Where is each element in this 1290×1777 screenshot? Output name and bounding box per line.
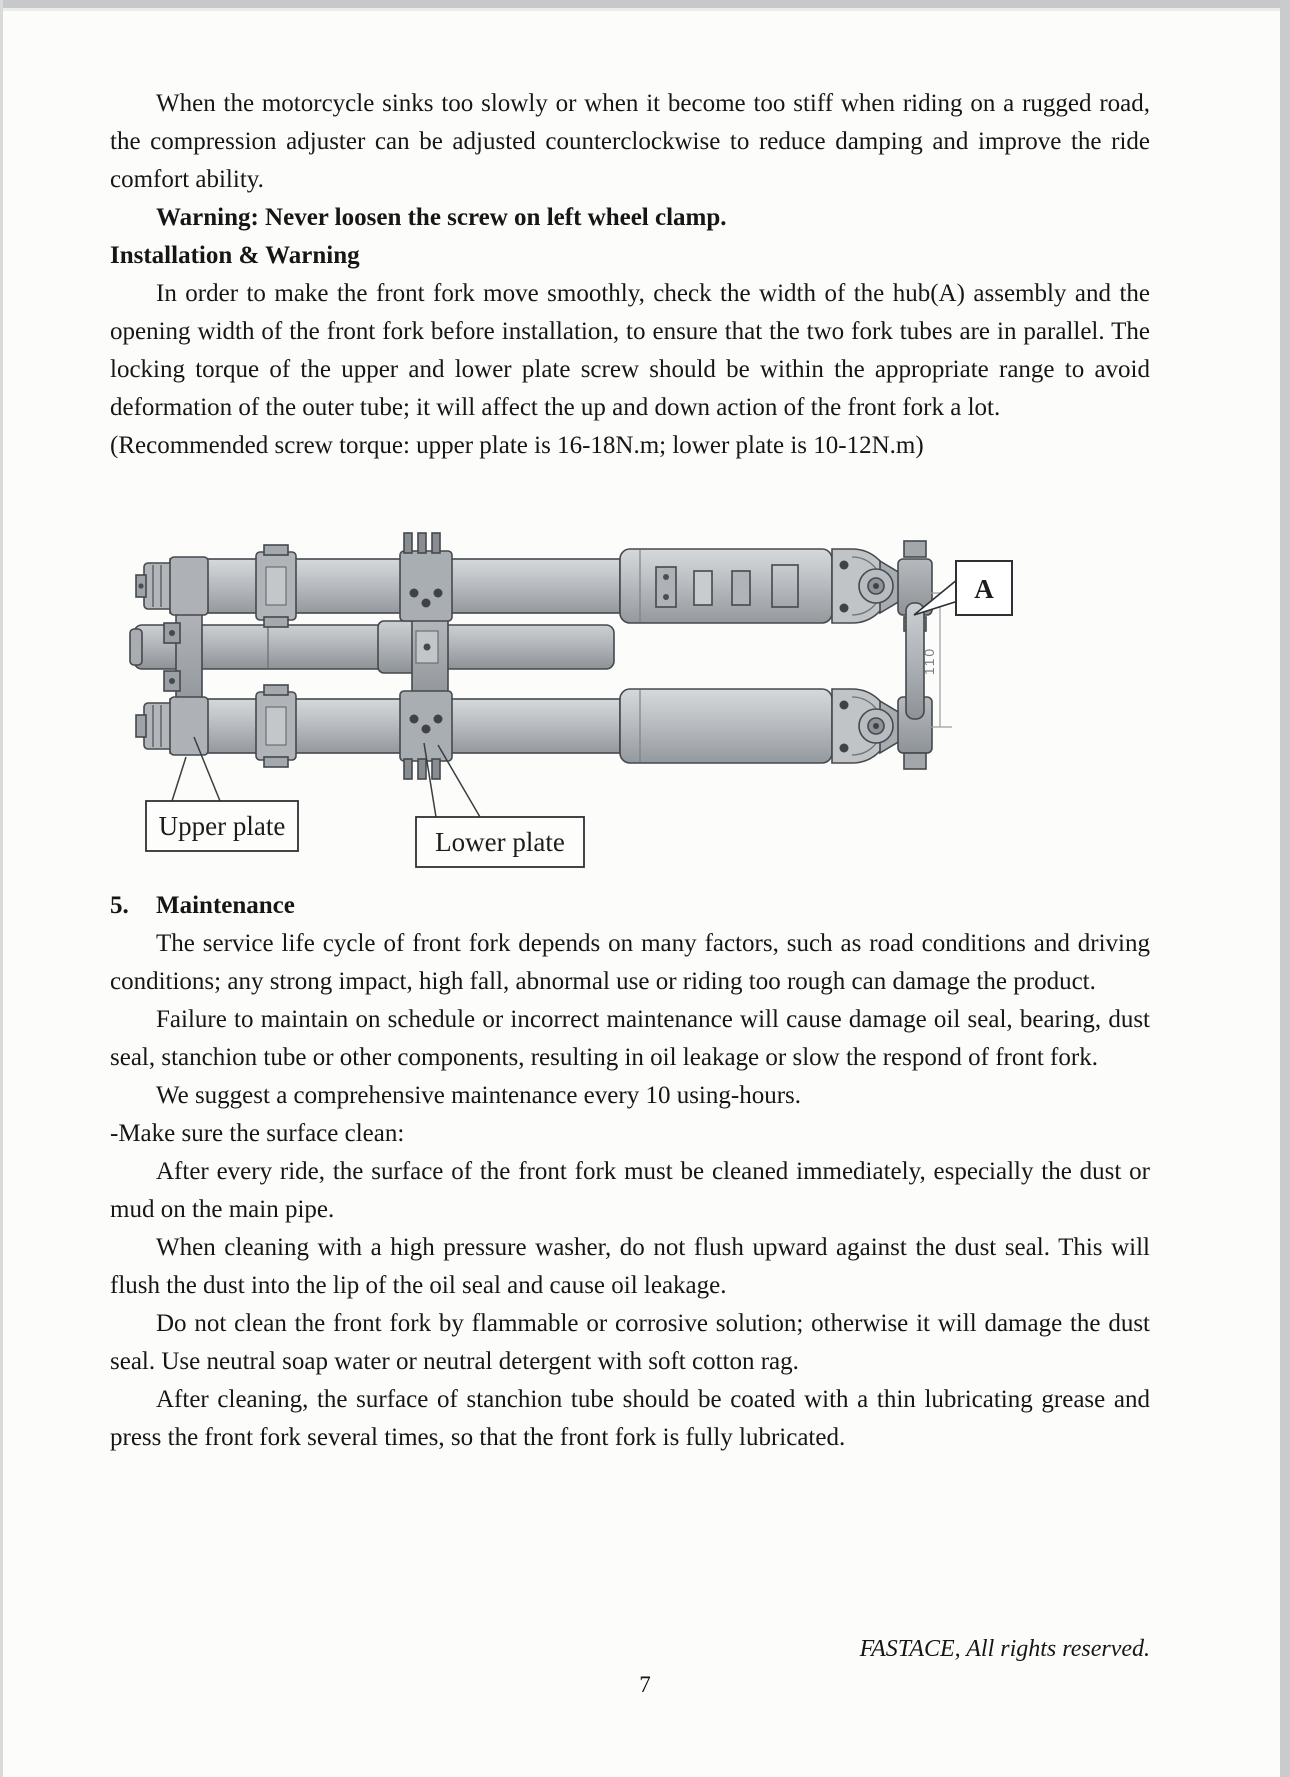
page-edge-right xyxy=(1280,0,1290,1777)
paragraph-installation: In order to make the front fork move smoothly, check the width of the hub(A) assembly and the opening width of the front fork before installation, to ensure that the two fork tubes are in parallel. The locking torque of the upper and lower plate screw should be within the appropriate range to avoid deformation of the outer tube; it will affect the up and down action of the front fork a lot. xyxy=(110,280,1150,421)
paragraph-failure-maintain: Failure to maintain on schedule or incorrect maintenance will cause damage oil seal, bearing, dust seal, stanchion tube or other components, resulting in oil leakage or slow the respond of front fork. xyxy=(110,1006,1150,1071)
paragraph-lubricating-grease: After cleaning, the surface of stanchion tube should be coated with a thin lubricating grease and press the front fork several times, so that the front fork is fully lubricated. xyxy=(110,1386,1150,1451)
installation-warning-heading: Installation & Warning xyxy=(110,242,360,269)
paragraph-after-every-ride: After every ride, the surface of the front fork must be cleaned immediately, especially the dust or mud on the main pipe. xyxy=(110,1158,1150,1223)
upper-plate-label-text: Upper plate xyxy=(158,811,286,841)
paragraph-corrosive-solution: Do not clean the front fork by flammable or corrosive solution; otherwise it will damage the dust seal. Use neutral soap water or neutral detergent with soft cotton rag. xyxy=(110,1310,1150,1375)
paragraph-compression-adjuster: When the motorcycle sinks too slowly or when it become too stiff when riding on a rugged road, the compression adjuster can be adjusted counterclockwise to reduce damping and improve the ride comfort ability. xyxy=(110,90,1150,193)
front-fork-diagram xyxy=(128,475,1028,877)
page-body xyxy=(110,85,1150,1457)
paragraph-service-life: The service life cycle of front fork depends on many factors, such as road conditions and driving conditions; any strong impact, high fall, abnormal use or riding too rough can damage the product. xyxy=(110,930,1150,995)
footer-copyright: FASTACE, All rights reserved. xyxy=(859,1636,1150,1662)
page-number: 7 xyxy=(639,1672,651,1697)
lower-fork-leg xyxy=(136,685,932,769)
torque-note: (Recommended screw torque: upper plate is 16-18N.m; lower plate is 10-12N.m) xyxy=(110,432,924,459)
warning-line: Warning: Never loosen the screw on left wheel clamp. xyxy=(156,204,727,231)
maintenance-heading xyxy=(110,887,1150,925)
dimension-110-text: 110 xyxy=(921,646,937,676)
upper-fork-leg xyxy=(136,541,932,631)
page-edge-top-shadow xyxy=(0,8,1290,11)
paragraph-suggest-maintenance: We suggest a comprehensive maintenance every 10 using-hours. xyxy=(156,1082,802,1109)
lower-plate-label-text: Lower plate xyxy=(435,827,565,857)
maintenance-section-title: Maintenance xyxy=(156,892,295,919)
front-fork-illustration xyxy=(128,475,1028,877)
paragraph-pressure-washer: When cleaning with a high pressure washer, do not flush upward against the dust seal. This will flush the dust into the lip of the oil seal and cause oil leakage. xyxy=(110,1234,1150,1299)
maintenance-section-number: 5. xyxy=(110,892,129,919)
page-edge-top xyxy=(0,0,1290,8)
line-make-sure-surface-clean: -Make sure the surface clean: xyxy=(110,1120,405,1147)
callout-a-label: A xyxy=(974,574,994,604)
page-edge-left xyxy=(0,0,3,1777)
